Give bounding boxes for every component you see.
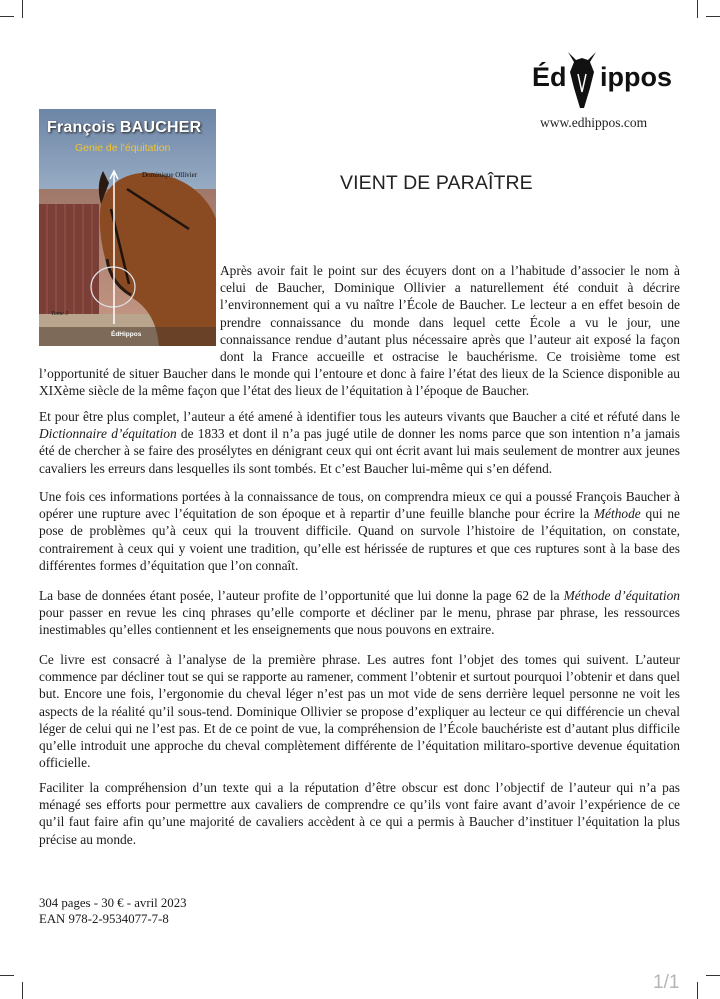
crop-mark-top-left-h <box>0 16 14 17</box>
book-title-dictionnaire: Dictionnaire d’équitation <box>39 426 177 442</box>
crop-mark-top-right-h <box>706 16 720 17</box>
book-ean: EAN 978-2-9534077-7-8 <box>39 912 169 926</box>
book-title-methode-equitation: Méthode d’équitation <box>563 588 681 603</box>
paragraph-6: Faciliter la compréhension d’un texte qui a la réputation d’être obscur est donc l’objectif de l’auteur qui n’a pas ménagé ses efforts pour permettre aux cavaliers de comprendre ce qu’ils vont faire avant d’avoir l’expérience de ce qu’il faut faire afin qu’une majorité de cavaliers accèdent à ce qui a permis à Baucher d’instituer l’équitation la plus précise au monde. <box>39 780 680 847</box>
book-details <box>39 895 187 927</box>
logo-text-right: ippos <box>600 62 672 92</box>
crop-mark-bottom-left <box>22 982 23 999</box>
horse-head-logo-icon <box>560 48 604 118</box>
page-heading: VIENT DE PARAÎTRE <box>340 172 533 194</box>
crop-mark-bottom-right-h <box>706 975 720 976</box>
page-indicator: 1/1 <box>653 972 680 993</box>
paragraph-2: Et pour être plus complet, l’auteur a été amené à identifier tous les auteurs vivants que Baucher a cité et réfuté dans le Dictionnaire d’équitation de 1833 et dont il n’a pas jugé utile de donner les noms parce que son intention n’a jamais été de chercher à se faire des prosélytes en dénigrant ceux qui ont écrit avant lui mais seulement de montrer aux jeunes cavaliers les erreurs dans lesquelles ils sont tombés. Et c’est Baucher lui-même qui s’en défend. <box>39 409 680 476</box>
paragraph-1-text: Après avoir fait le point sur des écuyers dont on a l’habitude d’associer le nom à celui de Baucher, Dominique Ollivier a naturellement été conduit à décrire l’environnement qui a vu naître l’École de Baucher. Le lecteur a en effet besoin de prendre connaissance du monde dans lequel cette École a vu le jour, une connaissance rendue d’autant plus nécessaire après que l’auteur ait exposé la façon dont la France accueille et ostracise le bauchérisme. Ce troisième tome est l’opportunité de situer Baucher dans le monde qui l’entoure et donc à faire l’état des lieux de la Science disponible au XIXème siècle de la même façon que l’état des lieux de l’équitation à l’époque de Baucher. <box>39 263 680 399</box>
book-title-methode: Méthode <box>593 506 641 522</box>
crop-mark-top-right <box>697 0 698 18</box>
crop-mark-top-left <box>22 0 23 18</box>
cover-tome: Tome 3 <box>51 311 69 317</box>
crop-mark-bottom-right <box>697 982 698 999</box>
publisher-logo <box>520 40 680 122</box>
cover-title: François BAUCHER <box>47 119 202 136</box>
cover-author: Dominique Ollivier <box>142 171 198 179</box>
cover-publisher-logo: ÉdHippos <box>111 331 142 338</box>
paragraph-4: La base de données étant posée, l’auteur profite de l’opportunité que lui donne la page 62 de la Méthode d’équitation pour passer en revue les cinq phrases qu’elle comporte et décliner par le menu, phrase par phrase, les ressources inestimables qu’elles contiennent et les enseignements que nous pouvons en extraire. <box>39 588 681 638</box>
book-pages-price-date: 304 pages - 30 € - avril 2023 <box>39 896 187 910</box>
paragraph-3: Une fois ces informations portées à la connaissance de tous, on comprendra mieux ce qui a poussé François Baucher à opérer une rupture avec l’équitation de son époque et à repartir d’une feuille blanche pour écrire la Méthode qui ne pose de problèmes qu’à ceux qui la trouvent difficile. Quand on survole l’histoire de l’équitation, on constate, contrairement à ceux qui y voient une tradition, qu’elle est hérissée de ruptures et que ces ruptures sont à la base des différentes formes d’équitation que l’on connaît. <box>39 489 680 573</box>
logo-text-left: Éd <box>532 62 567 92</box>
paragraph-1 <box>39 262 680 400</box>
cover-subtitle: Genie de l'équitation <box>75 142 171 154</box>
crop-mark-bottom-left-h <box>0 975 14 976</box>
paragraph-5: Ce livre est consacré à l’analyse de la première phrase. Les autres font l’objet des tomes qui suivent. L’auteur commence par décliner tout se qui se rapporte au ramener, comment l’obtenir et surtout pourquoi l’obtenir et dans quel but. Encore une fois, l’ergonomie du cheval léger n’est pas un mot vide de sens derrière lequel personne ne voit les aspects de la réalité qu’il sous-tend. Dominique Ollivier se propose d’expliquer au lecteur ce qui différencie un cheval léger de celui qui ne l’est pas. Et de ce point de vue, la compréhension de l’École bauchériste est d’autant plus difficile qu’elle introduit une approche du cheval complètement différente de l’équitation militaro-sportive devenue équitation officielle. <box>39 652 680 771</box>
website-url: www.edhippos.com <box>540 115 648 130</box>
